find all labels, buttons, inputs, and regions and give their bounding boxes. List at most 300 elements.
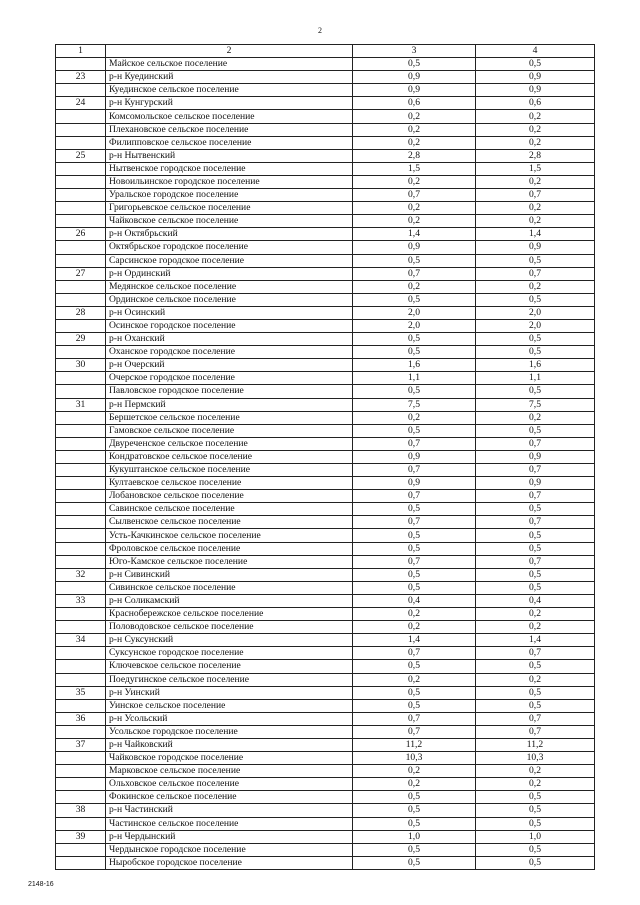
municipality-name: Майское сельское поселение [106, 58, 353, 71]
municipality-name: Ключевское сельское поселение [106, 660, 353, 673]
value-col3: 1,6 [353, 359, 476, 372]
value-col3: 0,2 [353, 280, 476, 293]
row-number [56, 516, 106, 529]
table-row [56, 503, 595, 516]
value-col3: 0,7 [353, 437, 476, 450]
column-header-2: 2 [106, 45, 353, 58]
value-col3: 0,5 [353, 686, 476, 699]
row-number [56, 189, 106, 202]
table-row [56, 411, 595, 424]
value-col4: 0,5 [476, 254, 595, 267]
value-col3: 0,7 [353, 712, 476, 725]
table-row [56, 830, 595, 843]
row-number [56, 123, 106, 136]
municipality-name: Суксунское городское поселение [106, 647, 353, 660]
table-row [56, 136, 595, 149]
row-number [56, 215, 106, 228]
table-row [56, 555, 595, 568]
municipality-name: р-н Куединский [106, 71, 353, 84]
value-col4: 0,2 [476, 621, 595, 634]
value-col3: 0,7 [353, 267, 476, 280]
row-number: 32 [56, 568, 106, 581]
row-number: 26 [56, 228, 106, 241]
value-col4: 0,5 [476, 856, 595, 869]
municipality-name: р-н Очерский [106, 359, 353, 372]
value-col4: 2,0 [476, 319, 595, 332]
table-row [56, 568, 595, 581]
municipality-name: Усть-Качкинское сельское поселение [106, 529, 353, 542]
value-col4: 1,1 [476, 372, 595, 385]
allocation-table [55, 44, 595, 870]
row-number [56, 464, 106, 477]
municipality-name: Филипповское сельское поселение [106, 136, 353, 149]
municipality-name: Сылвенское сельское поселение [106, 516, 353, 529]
municipality-name: Очерское городское поселение [106, 372, 353, 385]
municipality-name: Осинское городское поселение [106, 319, 353, 332]
table-row [56, 594, 595, 607]
value-col3: 0,6 [353, 97, 476, 110]
value-col3: 0,5 [353, 346, 476, 359]
value-col4: 0,5 [476, 791, 595, 804]
value-col4: 0,5 [476, 568, 595, 581]
value-col4: 0,7 [476, 725, 595, 738]
row-number: 33 [56, 594, 106, 607]
row-number [56, 856, 106, 869]
municipality-name: Кондратовское сельское поселение [106, 450, 353, 463]
table-row [56, 293, 595, 306]
row-number [56, 490, 106, 503]
value-col3: 1,4 [353, 634, 476, 647]
value-col4: 0,5 [476, 660, 595, 673]
municipality-name: р-н Усольский [106, 712, 353, 725]
row-number [56, 424, 106, 437]
municipality-name: Половодовское сельское поселение [106, 621, 353, 634]
value-col3: 0,2 [353, 778, 476, 791]
value-col3: 7,5 [353, 398, 476, 411]
value-col4: 0,5 [476, 346, 595, 359]
municipality-name: Куединское сельское поселение [106, 84, 353, 97]
table-row [56, 241, 595, 254]
municipality-name: Нытвенское городское поселение [106, 162, 353, 175]
value-col3: 0,2 [353, 608, 476, 621]
municipality-name: Плехановское сельское поселение [106, 123, 353, 136]
row-number [56, 621, 106, 634]
municipality-name: р-н Оханский [106, 333, 353, 346]
table-row [56, 123, 595, 136]
table-row [56, 385, 595, 398]
value-col4: 0,7 [476, 712, 595, 725]
value-col4: 0,5 [476, 58, 595, 71]
row-number [56, 162, 106, 175]
table-row [56, 189, 595, 202]
table-row [56, 398, 595, 411]
row-number: 39 [56, 830, 106, 843]
header-row [56, 45, 595, 58]
value-col4: 0,5 [476, 699, 595, 712]
value-col3: 0,5 [353, 385, 476, 398]
value-col3: 0,2 [353, 202, 476, 215]
table-row [56, 202, 595, 215]
table-row [56, 450, 595, 463]
column-header-4: 4 [476, 45, 595, 58]
municipality-name: Фокинское сельское поселение [106, 791, 353, 804]
row-number: 35 [56, 686, 106, 699]
value-col4: 0,5 [476, 843, 595, 856]
row-number [56, 555, 106, 568]
value-col3: 1,0 [353, 830, 476, 843]
row-number [56, 647, 106, 660]
row-number [56, 437, 106, 450]
table-row [56, 228, 595, 241]
value-col3: 0,5 [353, 843, 476, 856]
municipality-name: р-н Частинский [106, 804, 353, 817]
table-row [56, 254, 595, 267]
row-number: 36 [56, 712, 106, 725]
value-col4: 0,5 [476, 817, 595, 830]
table-row [56, 647, 595, 660]
value-col3: 0,7 [353, 189, 476, 202]
value-col3: 0,2 [353, 673, 476, 686]
table-row [56, 477, 595, 490]
municipality-name: Бершетское сельское поселение [106, 411, 353, 424]
row-number [56, 254, 106, 267]
municipality-name: Медянское сельское поселение [106, 280, 353, 293]
value-col4: 1,0 [476, 830, 595, 843]
table-row [56, 516, 595, 529]
row-number [56, 58, 106, 71]
document-footer-code: 2148-16 [28, 881, 54, 888]
row-number [56, 542, 106, 555]
value-col4: 0,2 [476, 608, 595, 621]
value-col4: 0,2 [476, 778, 595, 791]
municipality-name: Григорьевское сельское поселение [106, 202, 353, 215]
table-row [56, 149, 595, 162]
row-number [56, 725, 106, 738]
municipality-name: Ольховское сельское поселение [106, 778, 353, 791]
row-number: 38 [56, 804, 106, 817]
row-number: 28 [56, 306, 106, 319]
value-col4: 0,7 [476, 267, 595, 280]
value-col4: 0,6 [476, 97, 595, 110]
value-col3: 0,5 [353, 529, 476, 542]
municipality-name: р-н Октябрьский [106, 228, 353, 241]
value-col4: 0,2 [476, 215, 595, 228]
row-number: 25 [56, 149, 106, 162]
row-number [56, 529, 106, 542]
table-row [56, 843, 595, 856]
value-col4: 0,5 [476, 804, 595, 817]
value-col3: 0,2 [353, 215, 476, 228]
municipality-name: Двуреченское сельское поселение [106, 437, 353, 450]
value-col3: 0,2 [353, 175, 476, 188]
row-number [56, 84, 106, 97]
value-col3: 0,7 [353, 725, 476, 738]
municipality-name: р-н Осинский [106, 306, 353, 319]
table-row [56, 490, 595, 503]
municipality-name: Сивинское сельское поселение [106, 581, 353, 594]
value-col3: 0,2 [353, 621, 476, 634]
value-col3: 2,0 [353, 319, 476, 332]
value-col3: 0,5 [353, 660, 476, 673]
column-header-1: 1 [56, 45, 106, 58]
row-number [56, 817, 106, 830]
table-row [56, 306, 595, 319]
table-row [56, 712, 595, 725]
municipality-name: Уральское городское поселение [106, 189, 353, 202]
value-col4: 0,5 [476, 686, 595, 699]
value-col3: 0,7 [353, 555, 476, 568]
value-col4: 11,2 [476, 738, 595, 751]
table-row [56, 765, 595, 778]
value-col4: 1,5 [476, 162, 595, 175]
municipality-name: р-н Сивинский [106, 568, 353, 581]
value-col4: 0,2 [476, 123, 595, 136]
row-number: 23 [56, 71, 106, 84]
value-col3: 0,5 [353, 503, 476, 516]
table-row [56, 608, 595, 621]
value-col4: 1,6 [476, 359, 595, 372]
table-row [56, 175, 595, 188]
row-number [56, 241, 106, 254]
value-col3: 0,5 [353, 791, 476, 804]
value-col4: 0,5 [476, 424, 595, 437]
row-number [56, 673, 106, 686]
value-col3: 0,4 [353, 594, 476, 607]
row-number: 34 [56, 634, 106, 647]
value-col4: 0,2 [476, 411, 595, 424]
row-number [56, 778, 106, 791]
municipality-name: Краснобережское сельское поселение [106, 608, 353, 621]
value-col3: 0,2 [353, 765, 476, 778]
value-col4: 0,2 [476, 673, 595, 686]
value-col3: 1,1 [353, 372, 476, 385]
row-number [56, 503, 106, 516]
value-col4: 0,5 [476, 293, 595, 306]
value-col4: 0,7 [476, 516, 595, 529]
municipality-name: Павловское городское поселение [106, 385, 353, 398]
table-row [56, 359, 595, 372]
value-col4: 0,9 [476, 241, 595, 254]
value-col4: 0,2 [476, 765, 595, 778]
value-col4: 0,7 [476, 555, 595, 568]
value-col3: 0,5 [353, 581, 476, 594]
value-col4: 0,7 [476, 647, 595, 660]
value-col3: 0,9 [353, 450, 476, 463]
value-col3: 0,9 [353, 477, 476, 490]
municipality-name: р-н Нытвенский [106, 149, 353, 162]
value-col4: 0,4 [476, 594, 595, 607]
table-row [56, 346, 595, 359]
row-number [56, 450, 106, 463]
value-col4: 2,0 [476, 306, 595, 319]
row-number [56, 372, 106, 385]
value-col4: 0,5 [476, 542, 595, 555]
table-row [56, 333, 595, 346]
value-col3: 0,5 [353, 293, 476, 306]
municipality-name: Октябрьское городское поселение [106, 241, 353, 254]
table-row [56, 97, 595, 110]
value-col4: 0,7 [476, 189, 595, 202]
table-row [56, 804, 595, 817]
value-col3: 0,5 [353, 856, 476, 869]
municipality-name: Чайковское городское поселение [106, 752, 353, 765]
row-number [56, 202, 106, 215]
value-col4: 10,3 [476, 752, 595, 765]
row-number [56, 477, 106, 490]
row-number [56, 791, 106, 804]
municipality-name: Чердынское городское поселение [106, 843, 353, 856]
municipality-name: р-н Уинский [106, 686, 353, 699]
table-row [56, 817, 595, 830]
municipality-name: Ординское сельское поселение [106, 293, 353, 306]
value-col3: 0,7 [353, 647, 476, 660]
table-row [56, 752, 595, 765]
table-row [56, 673, 595, 686]
value-col3: 0,9 [353, 241, 476, 254]
value-col4: 0,5 [476, 503, 595, 516]
value-col4: 7,5 [476, 398, 595, 411]
municipality-name: Частинское сельское поселение [106, 817, 353, 830]
row-number [56, 136, 106, 149]
value-col3: 0,5 [353, 804, 476, 817]
table-row [56, 215, 595, 228]
value-col3: 0,5 [353, 568, 476, 581]
municipality-name: Сарсинское городское поселение [106, 254, 353, 267]
municipality-name: Савинское сельское поселение [106, 503, 353, 516]
value-col3: 0,5 [353, 542, 476, 555]
value-col3: 0,9 [353, 84, 476, 97]
value-col3: 2,8 [353, 149, 476, 162]
value-col3: 0,2 [353, 110, 476, 123]
table-row [56, 372, 595, 385]
row-number: 29 [56, 333, 106, 346]
value-col3: 10,3 [353, 752, 476, 765]
table-row [56, 319, 595, 332]
table-row [56, 686, 595, 699]
municipality-name: Оханское городское поселение [106, 346, 353, 359]
value-col4: 0,9 [476, 84, 595, 97]
value-col4: 0,2 [476, 110, 595, 123]
row-number: 30 [56, 359, 106, 372]
value-col3: 11,2 [353, 738, 476, 751]
value-col3: 1,4 [353, 228, 476, 241]
value-col3: 0,2 [353, 123, 476, 136]
table-row [56, 542, 595, 555]
municipality-name: Лобановское сельское поселение [106, 490, 353, 503]
value-col3: 0,9 [353, 71, 476, 84]
table-row [56, 162, 595, 175]
municipality-name: р-н Ординский [106, 267, 353, 280]
row-number [56, 608, 106, 621]
table-row [56, 725, 595, 738]
value-col4: 0,7 [476, 490, 595, 503]
value-col4: 0,5 [476, 333, 595, 346]
value-col3: 0,2 [353, 136, 476, 149]
municipality-name: Ныробское городское поселение [106, 856, 353, 869]
table-row [56, 660, 595, 673]
municipality-name: Юго-Камское сельское поселение [106, 555, 353, 568]
table-row [56, 699, 595, 712]
table-row [56, 634, 595, 647]
municipality-name: Новоильинское городское поселение [106, 175, 353, 188]
municipality-name: Култаевское сельское поселение [106, 477, 353, 490]
value-col3: 0,7 [353, 516, 476, 529]
value-col4: 0,2 [476, 136, 595, 149]
row-number [56, 699, 106, 712]
row-number: 31 [56, 398, 106, 411]
table-row [56, 778, 595, 791]
table-row [56, 738, 595, 751]
row-number [56, 411, 106, 424]
row-number [56, 765, 106, 778]
table-row [56, 280, 595, 293]
row-number [56, 581, 106, 594]
value-col3: 0,5 [353, 254, 476, 267]
table-row [56, 437, 595, 450]
municipality-name: Гамовское сельское поселение [106, 424, 353, 437]
table-row [56, 110, 595, 123]
value-col4: 1,4 [476, 228, 595, 241]
row-number [56, 293, 106, 306]
value-col3: 0,7 [353, 464, 476, 477]
column-header-3: 3 [353, 45, 476, 58]
row-number: 37 [56, 738, 106, 751]
municipality-name: Марковское сельское поселение [106, 765, 353, 778]
value-col4: 0,5 [476, 581, 595, 594]
value-col3: 0,5 [353, 58, 476, 71]
value-col4: 1,4 [476, 634, 595, 647]
value-col4: 2,8 [476, 149, 595, 162]
value-col4: 0,2 [476, 175, 595, 188]
value-col3: 0,5 [353, 424, 476, 437]
row-number [56, 843, 106, 856]
value-col4: 0,9 [476, 450, 595, 463]
table-row [56, 856, 595, 869]
municipality-name: р-н Суксунский [106, 634, 353, 647]
value-col4: 0,7 [476, 464, 595, 477]
table-row [56, 424, 595, 437]
row-number: 27 [56, 267, 106, 280]
row-number [56, 280, 106, 293]
municipality-name: р-н Соликамский [106, 594, 353, 607]
row-number [56, 346, 106, 359]
table-row [56, 621, 595, 634]
table-row [56, 71, 595, 84]
page-number: 2 [318, 26, 322, 35]
value-col4: 0,2 [476, 202, 595, 215]
municipality-name: р-н Пермский [106, 398, 353, 411]
value-col4: 0,9 [476, 477, 595, 490]
municipality-name: Кукуштанское сельское поселение [106, 464, 353, 477]
municipality-name: Чайковское сельское поселение [106, 215, 353, 228]
table-row [56, 581, 595, 594]
value-col3: 0,5 [353, 333, 476, 346]
row-number [56, 110, 106, 123]
municipality-name: Комсомольское сельское поселение [106, 110, 353, 123]
value-col3: 2,0 [353, 306, 476, 319]
municipality-name: р-н Кунгурский [106, 97, 353, 110]
municipality-name: Уинское сельское поселение [106, 699, 353, 712]
table-row [56, 267, 595, 280]
row-number [56, 319, 106, 332]
municipality-name: Фроловское сельское поселение [106, 542, 353, 555]
table-row [56, 791, 595, 804]
table-row [56, 58, 595, 71]
value-col3: 0,2 [353, 411, 476, 424]
value-col3: 0,5 [353, 817, 476, 830]
value-col4: 0,9 [476, 71, 595, 84]
value-col3: 0,7 [353, 490, 476, 503]
